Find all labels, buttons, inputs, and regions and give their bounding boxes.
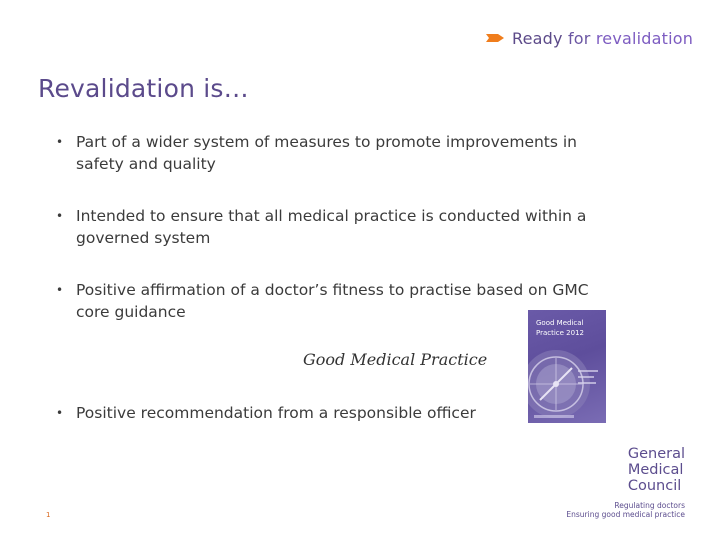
good-medical-practice-book-cover [528, 310, 606, 423]
bullet-item [56, 402, 596, 424]
bullet-text: Intended to ensure that all medical practice is conducted within a governed system [76, 207, 587, 247]
bullet-text: Positive recommendation from a responsible officer [76, 404, 476, 422]
book-cover-footer-bar [534, 415, 574, 418]
good-medical-practice-caption: Good Medical Practice [303, 350, 488, 369]
ready-for-revalidation-logo [486, 28, 693, 48]
bullet-marker: • [56, 135, 64, 149]
bullet-text: Positive affirmation of a doctor’s fitness to practise based on GMC core guidance [76, 281, 589, 321]
book-cover-title: Good Medical Practice 2012 [536, 319, 584, 337]
bullet-marker: • [56, 283, 64, 297]
logo-text: Ready for revalidation [512, 28, 694, 48]
bullet-marker: • [56, 209, 64, 223]
gmc-logo [566, 446, 688, 526]
gmc-name: General Medical Council [627, 446, 685, 494]
gmc-tagline: Regulating doctors Ensuring good medical practice [566, 501, 685, 519]
page-number: 1 [46, 511, 51, 519]
bullet-item [56, 205, 596, 249]
slide-title: Revalidation is… [38, 74, 249, 103]
bullet-item [56, 279, 596, 323]
bullet-text: Part of a wider system of measures to promote improvements in safety and quality [76, 133, 578, 173]
bullet-item [56, 131, 596, 175]
tag-arrow-icon [486, 32, 506, 44]
bullet-marker: • [56, 406, 64, 420]
